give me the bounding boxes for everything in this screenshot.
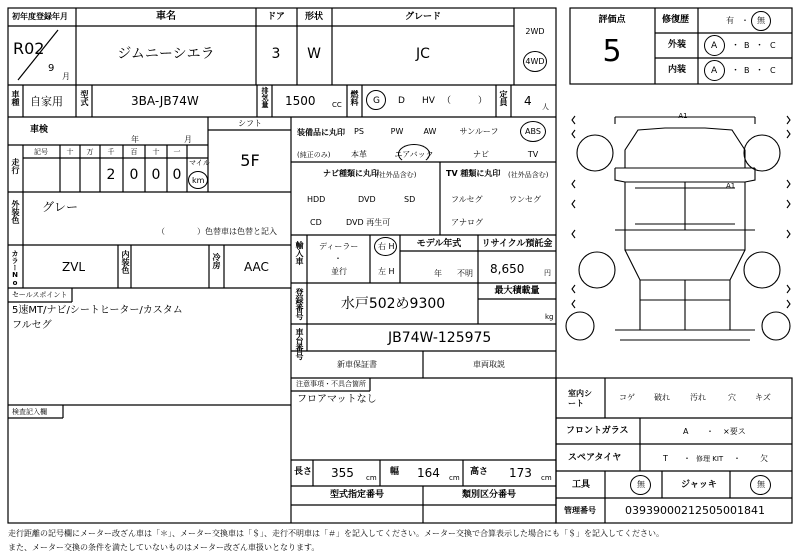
tools-value: 無: [637, 480, 645, 489]
mileage-juu-label: 十: [152, 148, 160, 156]
score-value: 5: [602, 34, 622, 69]
tools-circle: [630, 475, 651, 495]
displacement-value: 1500: [285, 94, 316, 108]
repair-no: 無: [757, 16, 765, 25]
height-value: 173: [509, 466, 532, 480]
spare-kit: 修理 KIT: [696, 455, 724, 463]
chassis-value: JB74W-125975: [388, 330, 492, 346]
capacity-label: 定員: [499, 90, 508, 106]
jack-circle: [750, 475, 771, 495]
color-value: グレー: [42, 200, 79, 214]
import-right-h: 右 H: [378, 242, 395, 251]
inspector-label: 検査記入欄: [12, 408, 47, 416]
person-unit: 人: [542, 103, 549, 111]
equip-sunroof: サンルーフ: [459, 127, 499, 136]
purpose-label: 車種: [11, 90, 20, 106]
sales-line-2: フルセグ: [12, 320, 52, 331]
drive-4wd-circle: [523, 51, 547, 72]
recycle-label: リサイクル預託金: [481, 239, 553, 249]
diagram-a1-side: A1: [726, 182, 736, 190]
windshield-dot: ・: [706, 427, 714, 436]
equip-leather: 本革: [351, 150, 367, 159]
km-circle: [188, 171, 208, 189]
yen-unit: 円: [544, 269, 551, 277]
nav-sub: (社外品含む): [376, 171, 417, 179]
inspection-month-unit: 月: [184, 135, 192, 144]
car-name-value: ジムニーシエラ: [117, 46, 215, 62]
tools-label: 工具: [572, 480, 591, 490]
import-dealer: ディーラー: [319, 242, 359, 251]
model-year-unit: 年: [434, 269, 442, 278]
equip-airbag: エアバック: [394, 150, 434, 159]
interior-a: A: [711, 66, 718, 76]
category-label: 類別区分番号: [461, 490, 517, 500]
fuel-label: 燃料: [350, 90, 359, 106]
shape-label: 形状: [304, 12, 324, 22]
import-label: 輸入車: [295, 241, 304, 265]
interior-dot-2: ・: [755, 66, 765, 76]
equip-tv: TV: [527, 150, 539, 159]
drive-4wd: 4WD: [525, 57, 545, 66]
repair-yes: 有: [726, 16, 734, 25]
exterior-c: C: [770, 41, 776, 50]
equip-navi: ナビ: [473, 150, 489, 159]
car-name-label: 車名: [156, 11, 176, 22]
shift-value: 5F: [240, 151, 260, 170]
door-label: ドア: [267, 12, 285, 22]
equipment-label: 装備品に丸印: [297, 128, 345, 137]
airbag-circle: [398, 144, 430, 164]
mileage-digit-hyaku: 0: [129, 167, 139, 183]
nav-dvd: DVD: [358, 195, 376, 204]
grade-label: グレード: [404, 12, 442, 22]
management-value: 03939000212505001841: [625, 504, 765, 517]
manual-label: 車両取説: [473, 360, 505, 369]
notes-label: 注意事項・不具合箇所: [296, 380, 366, 388]
spare-label: スペアタイヤ: [568, 453, 622, 463]
interior-label: 内装: [668, 65, 687, 75]
recycle-value: 8,650: [490, 262, 525, 276]
spare-dot-2: ・: [733, 454, 741, 463]
nav-cd: CD: [310, 218, 322, 227]
exterior-dot-1: ・: [731, 41, 741, 51]
height-label: 高さ: [470, 467, 489, 477]
tv-sub: (社外品含む): [508, 171, 549, 179]
width-label: 幅: [390, 467, 400, 477]
first-reg-era: R02: [13, 39, 45, 58]
equipment-sub: (純正のみ): [297, 151, 331, 159]
exterior-a: A: [711, 41, 718, 51]
equip-abs: ABS: [525, 127, 541, 136]
fuel-g: G: [373, 96, 380, 106]
kg-unit: kg: [545, 313, 554, 321]
shift-label: シフト: [238, 119, 262, 128]
exterior-a-circle: [704, 35, 725, 56]
mileage-ichi-label: 一: [173, 148, 181, 156]
tv-oneseg: ワンセグ: [509, 195, 541, 204]
interior-sheet-label: 室内シート: [568, 389, 592, 409]
purpose-value: 自家用: [30, 95, 63, 108]
mile-unit: マイル: [189, 159, 210, 167]
repair-sep: ・: [741, 16, 749, 25]
drive-2wd: 2WD: [525, 27, 545, 36]
fuel-g-circle: [366, 90, 386, 110]
mileage-man-label: 万: [86, 148, 94, 156]
spare-t: T: [663, 454, 668, 463]
registration-label: 登録番号: [295, 288, 304, 320]
management-label: 管理番号: [564, 506, 596, 515]
spare-none: 欠: [760, 454, 768, 463]
exterior-b: B: [744, 41, 750, 50]
tv-label: TV 種類に丸印: [446, 169, 501, 178]
footer-line-2: また、メーター交換の条件を満たしていないものはメーター改ざん車扱いとなります。: [8, 543, 320, 552]
equip-pw: PW: [390, 127, 404, 136]
inspection-year-unit: 年: [131, 135, 139, 144]
interior-dot-1: ・: [731, 66, 741, 76]
interior-a-circle: [704, 60, 725, 81]
interior-color-label: 内装色: [121, 250, 130, 274]
color-change-note: （ ）色替車は色替と記入: [157, 227, 277, 236]
mileage-digit-ichi: 0: [172, 167, 182, 183]
spare-dot-1: ・: [683, 454, 691, 463]
ac-value: AAC: [244, 260, 269, 274]
model-year-label: モデル年式: [416, 239, 462, 249]
tv-fullseg: フルセグ: [451, 195, 483, 204]
exterior-label: 外装: [668, 40, 687, 50]
sheet-yogore: 汚れ: [690, 393, 706, 402]
cc-unit: CC: [332, 101, 342, 109]
sales-label: セールスポイント: [12, 291, 68, 299]
mileage-sen-label: 千: [107, 148, 115, 156]
equip-ps: PS: [354, 127, 364, 136]
chassis-label: 車台番号: [295, 328, 304, 360]
ac-label: 冷房: [212, 253, 221, 269]
capacity-value: 4: [524, 94, 532, 108]
nav-hdd: HDD: [307, 195, 326, 204]
diagram-a1-top: A1: [678, 112, 688, 120]
windshield-label: フロントガラス: [566, 426, 629, 436]
fuel-hv: HV: [422, 96, 435, 106]
fuel-other: （ ）: [442, 96, 488, 106]
interior-b: B: [744, 66, 750, 75]
exterior-dot-2: ・: [755, 41, 765, 51]
score-label: 評価点: [598, 15, 626, 25]
import-parallel: 並行: [331, 267, 347, 276]
model-label: 型式: [80, 90, 89, 106]
color-label: 外装色: [11, 200, 20, 224]
type-spec-label: 型式指定番号: [329, 490, 385, 500]
import-dot: ・: [334, 254, 342, 263]
shape-value: W: [307, 46, 321, 62]
car-diagram: [566, 116, 790, 340]
length-unit: cm: [366, 474, 377, 482]
sheet-yabure: 破れ: [654, 393, 670, 402]
inspection-label: 車検: [30, 125, 49, 135]
km-unit: km: [192, 176, 205, 185]
length-label: 長さ: [294, 467, 313, 477]
right-h-circle: [374, 237, 397, 256]
sheet-kizu: キズ: [755, 393, 771, 402]
repair-label: 修復歴: [662, 15, 690, 25]
max-load-label: 最大積載量: [494, 286, 540, 296]
mileage-hyaku-label: 百: [130, 148, 138, 156]
sales-line-1: 5速MT/ナビ/シートヒーター/カスタム: [12, 305, 183, 316]
first-reg-month: 9: [48, 63, 55, 74]
sheet-ana: 穴: [728, 393, 736, 402]
footer-line-1: 走行距離の記号欄にメーター改ざん車は「＊」、メーター交換車は「＄」、走行不明車は「＃」を記入してください。メーター交換で合算表示した場合にも「＄」を記入してください。: [8, 529, 664, 538]
mileage-digit-sen: 2: [106, 167, 116, 183]
month-unit: 月: [62, 72, 70, 81]
jack-label: ジャッキ: [681, 480, 717, 490]
height-unit: cm: [541, 474, 552, 482]
length-value: 355: [331, 466, 354, 480]
import-left-h: 左 H: [378, 267, 395, 276]
tv-analog: アナログ: [451, 218, 483, 227]
abs-circle: [520, 121, 546, 142]
grade-value: JC: [416, 46, 430, 62]
notes-value: フロアマットなし: [297, 394, 377, 405]
nav-label: ナビ種類に丸印: [323, 169, 379, 178]
model-year-unknown: 不明: [457, 269, 473, 278]
windshield-x: ×要ス: [723, 427, 746, 436]
new-car-warranty-label: 新車保証書: [337, 360, 377, 369]
displacement-label: 排気量: [261, 87, 269, 108]
fuel-d: D: [398, 96, 405, 106]
repair-no-circle: [751, 11, 771, 31]
doors-value: 3: [271, 46, 281, 62]
registration-value: 水戸502め9300: [340, 296, 446, 312]
windshield-a: A: [683, 427, 689, 436]
width-unit: cm: [449, 474, 460, 482]
sheet-koge: コゲ: [619, 393, 635, 402]
color-no-label: カラーNo.: [11, 250, 19, 295]
mileage-symbol-label: 記号: [34, 148, 48, 156]
color-no-value: ZVL: [62, 260, 86, 274]
nav-sd: SD: [404, 195, 416, 204]
first-reg-label: 初年度登録年月: [12, 12, 68, 21]
equip-aw: AW: [423, 127, 437, 136]
nav-dvd-play: DVD 再生可: [346, 218, 391, 227]
mileage-digit-juu: 0: [151, 167, 161, 183]
width-value: 164: [417, 466, 440, 480]
mileage-label: 走行: [11, 158, 20, 174]
mileage-ten-label: 十: [66, 148, 74, 156]
model-value: 3BA-JB74W: [131, 94, 199, 108]
jack-value: 無: [757, 480, 765, 489]
interior-c: C: [770, 66, 776, 75]
